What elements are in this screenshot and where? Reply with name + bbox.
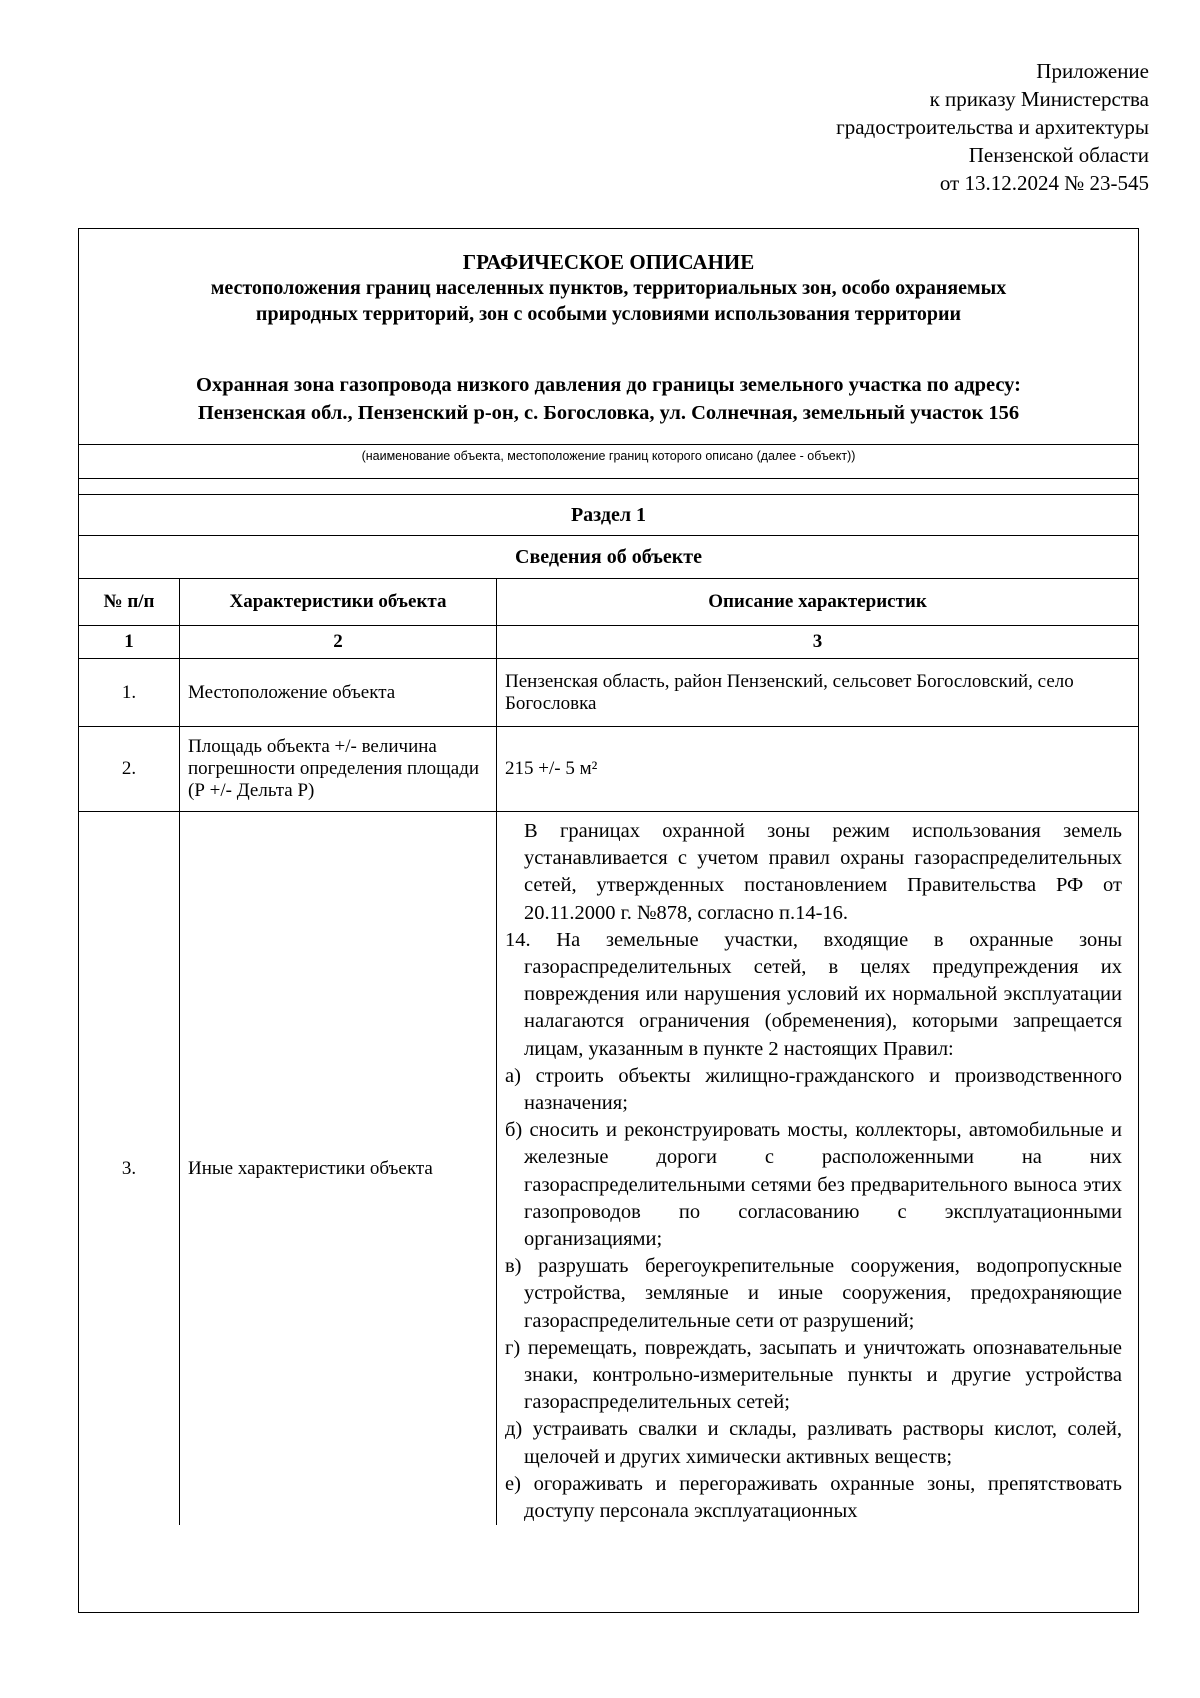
object-name [99,371,1118,427]
restriction-paragraph: в) разрушать берегоукрепительные сооружения, водопропускные устройства, земляные и иные сооружения, предохраняющие газораспределительные сети от разрушений; [505,1255,1122,1332]
row-number: 3. [79,812,180,1526]
row-characteristic: Местоположение объекта [180,659,497,727]
restriction-paragraph: 14. На земельные участки, входящие в охранные зоны газораспределительных сетей, в целях предупреждения их повреждения или нарушения условий их нормальной эксплуатации налагаются ограничения (обременения), которыми запрещается лицам, указанным в пункте 2 настоящих Правил: [505,928,1122,1060]
restriction-paragraph: г) перемещать, повреждать, засыпать и уничтожать опознавательные знаки, контрольно-измерительные пункты и другие устройства газораспределительных сетей; [505,1336,1122,1414]
header-block [79,229,1138,445]
restriction-paragraph: б) сносить и реконструировать мосты, коллекторы, автомобильные и железные дороги с расположенными на них газораспределительными сетями без предварительного выноса этих газопроводов по согласованию с эксплуатационными организациями; [505,1119,1122,1251]
appendix-line-1: Приложение [1036,59,1149,83]
document-title: ГРАФИЧЕСКОЕ ОПИСАНИЕ [462,250,755,274]
table-row [79,727,1138,812]
document-subtitle-line-2: природных территорий, зон с особыми условиями использования территории [255,303,962,325]
restriction-paragraph: е) огораживать и перегораживать охранные зоны, препятствовать доступу персонала эксплуатационных [505,1472,1122,1523]
row-description [497,812,1139,1526]
document-subtitle-line-1: местоположения границ населенных пунктов, территориальных зон, особо охраняемых [210,277,1007,299]
row-number: 1. [79,659,180,727]
table-row [79,659,1138,727]
object-caption: (наименование объекта, местоположение границ которого описано (далее - объект)) [79,445,1138,479]
appendix-line-2: к приказу Министерства [929,87,1149,111]
header-cell-number: № п/п [79,579,180,626]
document-frame [78,228,1139,1613]
row-number: 2. [79,727,180,812]
appendix-block [589,57,1149,197]
restriction-paragraph: В границах охранной зоны режим использования земель устанавливается с учетом правил охраны газораспределительных сетей, утвержденных постановлением Правительства РФ от 20.11.2000 г. №878, согласно п.14-16. [524,820,1122,924]
appendix-line-3: градостроительства и архитектуры [836,115,1149,139]
header-cell-characteristics: Характеристики объекта [180,579,497,626]
table-header-row [79,579,1138,626]
restriction-paragraph: а) строить объекты жилищно-гражданского и производственного назначения; [505,1064,1122,1115]
object-name-line-2: Пензенская обл., Пензенский р-он, с. Богословка, ул. Солнечная, земельный участок 156 [197,402,1020,424]
restrictions-text [505,812,1122,1525]
row-description: Пензенская область, район Пензенский, сельсовет Богословский, село Богословка [497,659,1139,727]
section-subtitle: Сведения об объекте [79,536,1138,579]
header-cell-description: Описание характеристик [497,579,1139,626]
row-characteristic: Иные характеристики объекта [180,812,497,1526]
restriction-paragraph: д) устраивать свалки и склады, разливать растворы кислот, солей, щелочей и других химически активных веществ; [505,1418,1122,1468]
row-characteristic: Площадь объекта +/- величина погрешности определения площади (Р +/- Дельта Р) [180,727,497,812]
object-name-line-1: Охранная зона газопровода низкого давления до границы земельного участка по адресу: [196,374,1021,396]
characteristics-table [79,579,1138,1525]
column-number-row [79,626,1138,659]
document-subtitle [109,275,1108,327]
appendix-line-5: от 13.12.2024 № 23-545 [939,171,1149,195]
table-row [79,812,1138,1526]
section-title: Раздел 1 [79,494,1138,536]
column-number-2: 2 [180,626,497,659]
appendix-line-4: Пензенской области [968,143,1149,167]
column-number-1: 1 [79,626,180,659]
column-number-3: 3 [497,626,1139,659]
row-description: 215 +/- 5 м² [497,727,1139,812]
